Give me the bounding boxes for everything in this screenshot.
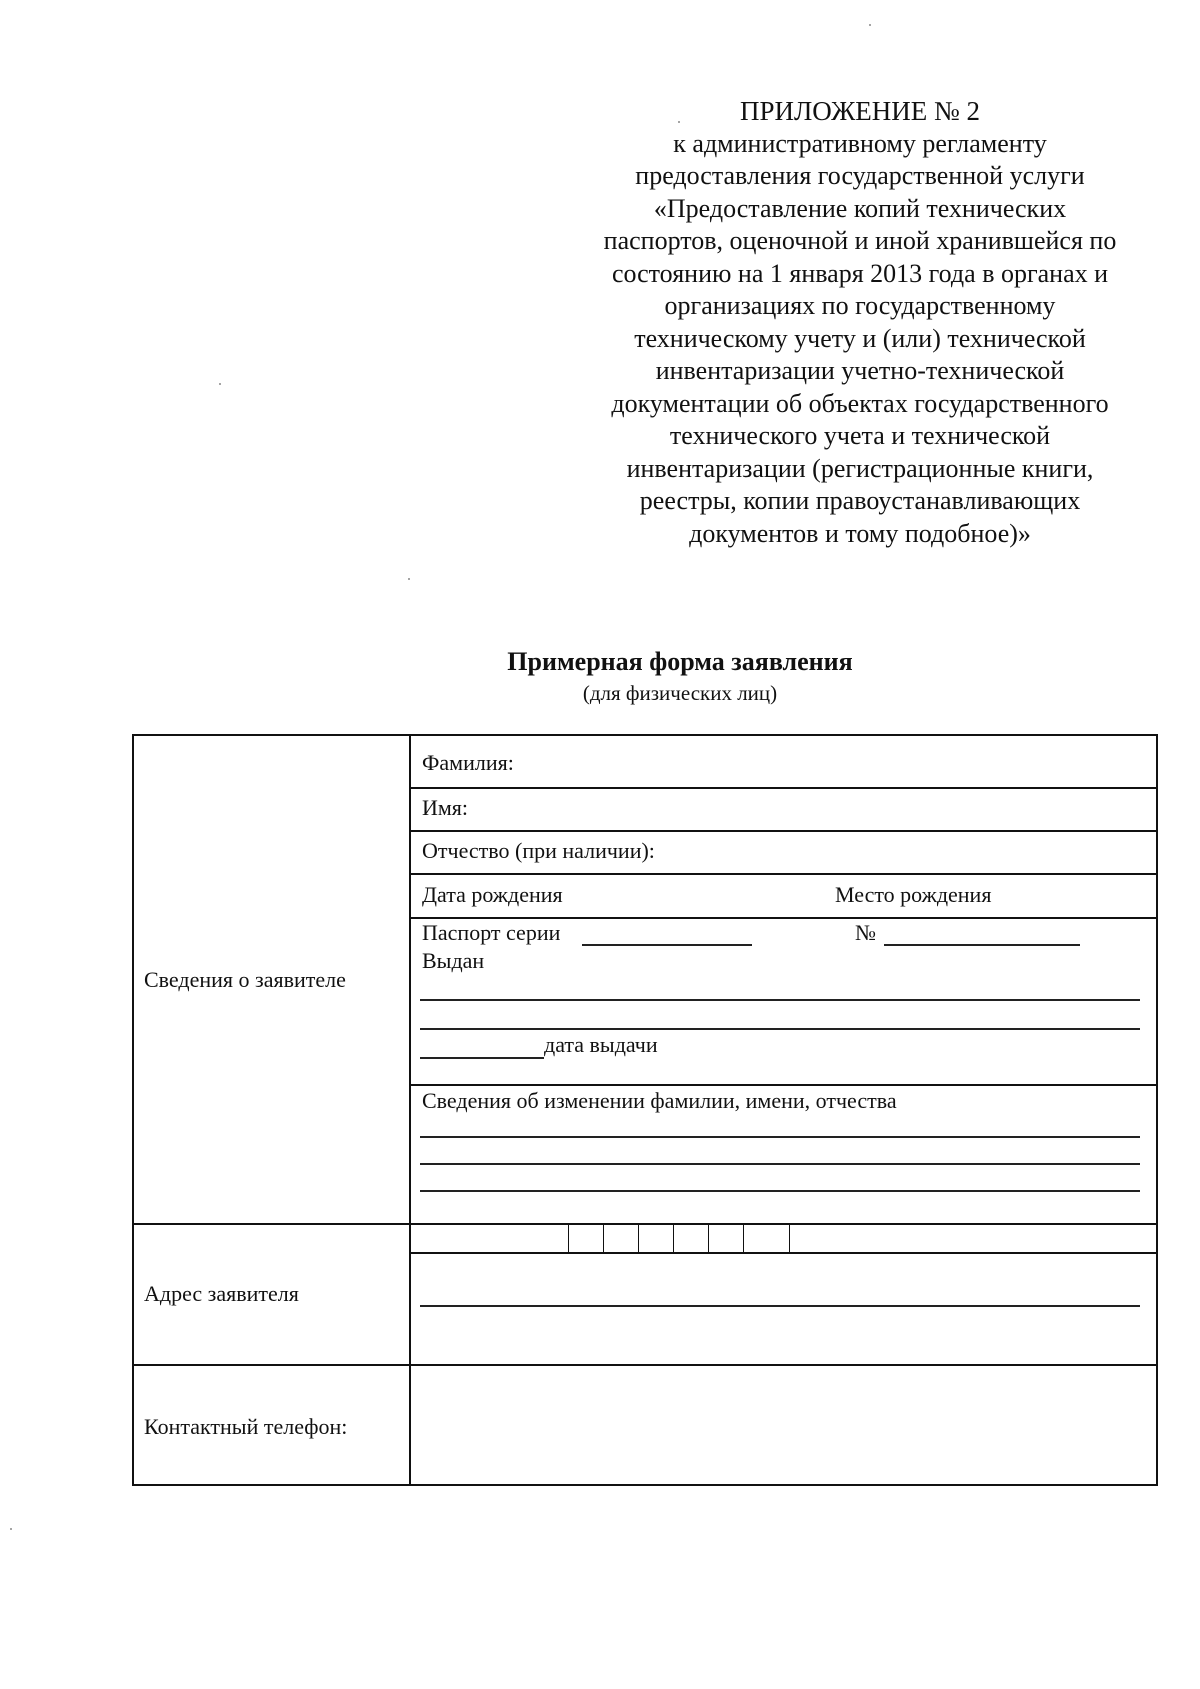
- appendix-line: реестры, копии правоустанавливающих: [639, 486, 1081, 515]
- row-divider: [409, 830, 1158, 832]
- appendix-line: к административному регламенту: [673, 128, 1047, 158]
- passport-number-label: №: [855, 920, 876, 945]
- appendix-line: предоставления государственной услуги: [635, 161, 1085, 190]
- postal-code-cell[interactable]: [568, 1225, 603, 1252]
- name-change-blank-line[interactable]: [420, 1190, 1140, 1192]
- passport-series-label: Паспорт серии: [422, 920, 561, 945]
- address-blank-line[interactable]: [420, 1305, 1140, 1307]
- birth-place-field-label: Место рождения: [835, 882, 992, 907]
- name-change-label: Сведения об изменении фамилии, имени, отчества: [422, 1088, 897, 1113]
- phone-section-label: Контактный телефон:: [144, 1414, 348, 1439]
- name-change-blank-line[interactable]: [420, 1136, 1140, 1138]
- scan-speck: [10, 1528, 12, 1530]
- issue-date-label: дата выдачи: [544, 1032, 658, 1057]
- issued-by-blank-line[interactable]: [420, 1028, 1140, 1030]
- appendix-line: паспортов, оценочной и иной хранившейся по: [603, 226, 1117, 255]
- birth-date-field-label: Дата рождения: [422, 882, 563, 907]
- phone-input-area[interactable]: [411, 1366, 1156, 1484]
- appendix-line: документов и тому подобное)»: [689, 518, 1031, 548]
- row-divider: [409, 1084, 1158, 1086]
- scan-speck: [678, 121, 680, 123]
- postal-code-cell[interactable]: [673, 1225, 708, 1252]
- postal-code-cell[interactable]: [708, 1225, 743, 1252]
- address-section-label: Адрес заявителя: [144, 1281, 299, 1306]
- issued-by-label: Выдан: [422, 948, 485, 973]
- appendix-line: инвентаризации учетно-технической: [655, 356, 1065, 385]
- passport-series-blank[interactable]: [582, 944, 752, 946]
- form-title: Примерная форма заявления: [507, 647, 853, 676]
- row-divider: [409, 873, 1158, 875]
- scan-speck: [219, 383, 221, 385]
- postal-code-cell[interactable]: [743, 1225, 790, 1252]
- appendix-line: организациях по государственному: [664, 291, 1056, 320]
- postal-code-cell[interactable]: [638, 1225, 673, 1252]
- appendix-line: технического учета и технической: [669, 421, 1051, 450]
- appendix-title: ПРИЛОЖЕНИЕ № 2: [739, 96, 981, 126]
- appendix-line: инвентаризации (регистрационные книги,: [626, 453, 1094, 483]
- name-field-label: Имя:: [422, 795, 469, 820]
- name-change-blank-line[interactable]: [420, 1163, 1140, 1165]
- appendix-header: [560, 95, 1160, 550]
- patronymic-field-label: Отчество (при наличии):: [422, 838, 655, 863]
- appendix-line: документации об объектах государственного: [611, 388, 1109, 418]
- surname-field-label: Фамилия:: [422, 750, 514, 775]
- passport-number-blank[interactable]: [884, 944, 1080, 946]
- issued-by-blank-line[interactable]: [420, 999, 1140, 1001]
- postal-code-row-bottom: [409, 1252, 1158, 1254]
- row-divider: [409, 787, 1158, 789]
- appendix-line: техническому учету и (или) технической: [634, 323, 1086, 353]
- appendix-line: «Предоставление копий технических: [653, 193, 1067, 223]
- scan-speck: [869, 24, 871, 26]
- scan-speck: [408, 578, 410, 580]
- postal-code-cell[interactable]: [603, 1225, 638, 1252]
- issue-date-blank[interactable]: [420, 1057, 544, 1059]
- form-subtitle: (для физических лиц): [582, 681, 778, 705]
- applicant-section-label: Сведения о заявителе: [144, 967, 346, 992]
- appendix-line: состоянию на 1 января 2013 года в органах и: [611, 258, 1109, 288]
